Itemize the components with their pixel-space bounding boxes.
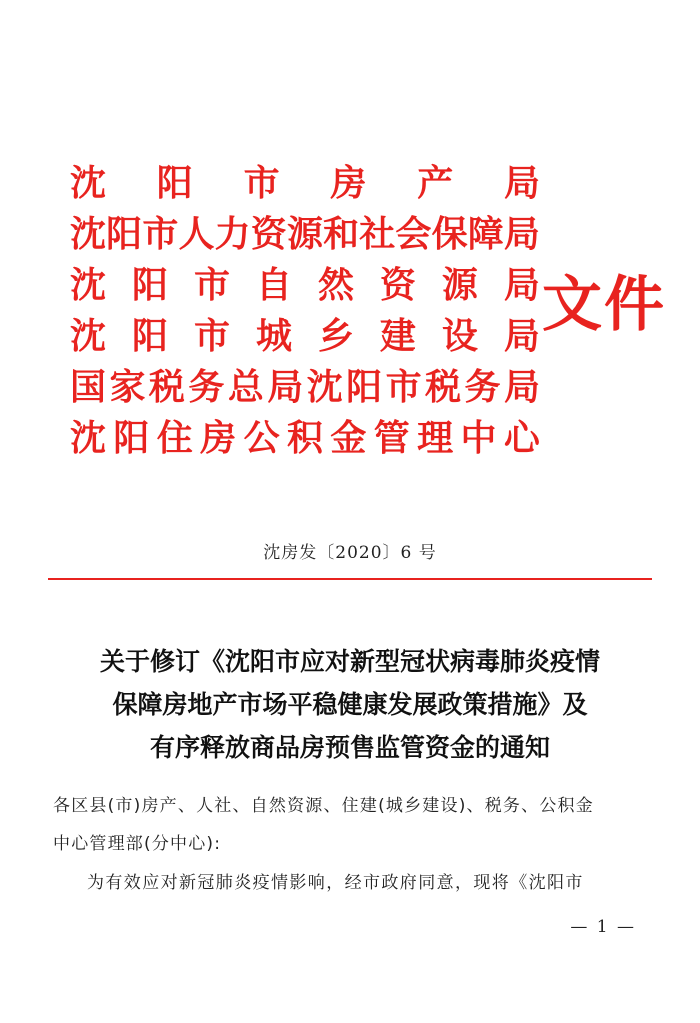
title-line: 保障房地产市场平稳健康发展政策措施》及: [112, 690, 588, 719]
agency-char: 阳: [131, 265, 168, 306]
addressee: [53, 787, 653, 863]
agency-line: [70, 311, 540, 362]
agency-char: 公: [243, 418, 280, 459]
agency-line: [70, 413, 540, 464]
agency-char: 人: [178, 214, 215, 255]
agency-char: 房: [200, 418, 237, 459]
agency-char: 务: [188, 367, 225, 408]
agency-char: 务: [464, 367, 501, 408]
agency-char: 沈: [70, 316, 107, 357]
agency-char: 社: [359, 214, 396, 255]
agency-char: 阳: [106, 214, 143, 255]
agency-char: 沈: [70, 214, 107, 255]
agency-char: 局: [503, 265, 540, 306]
agency-char: 阳: [346, 367, 383, 408]
addressee-line: 中心管理部(分中心):: [53, 834, 222, 854]
agency-char: 局: [503, 214, 540, 255]
agency-line: [70, 158, 540, 209]
agency-char: 心: [503, 418, 540, 459]
agency-line: [70, 260, 540, 311]
red-divider: [48, 578, 652, 580]
agency-line: [70, 209, 540, 260]
title-line: 关于修订《沈阳市应对新型冠状病毒肺炎疫情: [99, 647, 600, 676]
agency-char: 局: [503, 316, 540, 357]
agency-char: 然: [317, 265, 354, 306]
agency-char: 乡: [317, 316, 354, 357]
agency-char: 房: [330, 163, 367, 204]
agency-char: 设: [441, 316, 478, 357]
agency-line: [70, 362, 540, 413]
agency-char: 会: [395, 214, 432, 255]
agency-char: 理: [417, 418, 454, 459]
agency-char: 城: [255, 316, 292, 357]
agency-char: 总: [227, 367, 264, 408]
body-paragraph: 为有效应对新冠肺炎疫情影响，经市政府同意，现将《沈阳市: [87, 873, 584, 893]
document-suffix: 文件: [542, 270, 666, 340]
agency-char: 国: [70, 367, 107, 408]
agency-char: 中: [460, 418, 497, 459]
agency-char: 市: [243, 163, 280, 204]
agency-char: 阳: [131, 316, 168, 357]
agency-char: 税: [425, 367, 462, 408]
title-line: 有序释放商品房预售监管资金的通知: [149, 733, 550, 762]
agency-char: 局: [503, 367, 540, 408]
agency-char: 积: [286, 418, 323, 459]
agency-char: 产: [417, 163, 454, 204]
agency-char: 源: [286, 214, 323, 255]
agency-char: 资: [379, 265, 416, 306]
document-number: 沈房发〔2020〕6 号: [263, 543, 437, 563]
addressee-line: 各区县(市)房产、人社、自然资源、住建(城乡建设)、税务、公积金: [53, 796, 594, 816]
agency-char: 市: [142, 214, 179, 255]
agency-char: 市: [193, 316, 230, 357]
agency-char: 市: [193, 265, 230, 306]
agency-char: 障: [467, 214, 504, 255]
agency-char: 沈: [306, 367, 343, 408]
document-title: [40, 640, 660, 769]
agency-char: 资: [250, 214, 287, 255]
agency-char: 和: [323, 214, 360, 255]
agency-char: 家: [109, 367, 146, 408]
agency-char: 保: [431, 214, 468, 255]
agency-char: 自: [255, 265, 292, 306]
agency-char: 住: [156, 418, 193, 459]
agency-char: 金: [330, 418, 367, 459]
agency-char: 源: [441, 265, 478, 306]
agency-char: 沈: [70, 418, 107, 459]
agency-char: 沈: [70, 265, 107, 306]
agency-char: 建: [379, 316, 416, 357]
agency-char: 局: [503, 163, 540, 204]
agency-char: 阳: [156, 163, 193, 204]
agency-char: 力: [214, 214, 251, 255]
agency-char: 局: [267, 367, 304, 408]
issuing-agencies: [70, 158, 540, 464]
agency-char: 税: [148, 367, 185, 408]
agency-char: 管: [373, 418, 410, 459]
agency-char: 沈: [70, 163, 107, 204]
agency-char: 阳: [113, 418, 150, 459]
page-number: — 1 —: [570, 917, 636, 937]
agency-char: 市: [385, 367, 422, 408]
